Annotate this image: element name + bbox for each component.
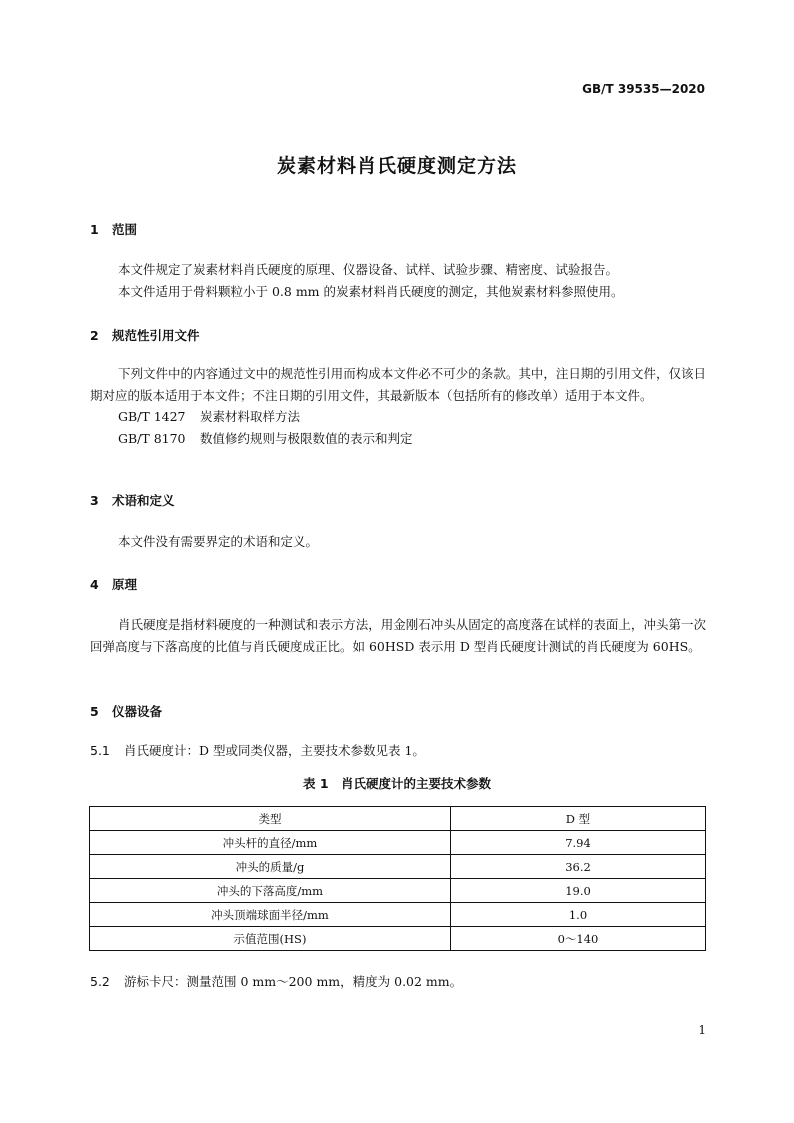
clause-number: 5.2 xyxy=(90,974,110,989)
section-5-heading xyxy=(90,702,162,720)
clause-5-2 xyxy=(90,971,706,993)
parameters-table xyxy=(89,806,706,951)
table-cell: 冲头杆的直径/mm xyxy=(90,831,451,855)
table-cell: 0～140 xyxy=(451,927,706,951)
clause-5-1 xyxy=(90,740,706,762)
table-cell: 36.2 xyxy=(451,855,706,879)
section-4-heading xyxy=(90,575,137,593)
clause-text: 肖氏硬度计：D 型或同类仪器，主要技术参数见表 1。 xyxy=(124,743,425,758)
reference-item xyxy=(90,406,706,428)
table-header-row xyxy=(90,807,706,831)
paragraph-text: 下列文件中的内容通过文中的规范性引用而构成本文件必不可少的条款。其中，注日期的引用文件，仅该日期对应的版本适用于本文件；不注日期的引用文件，其最新版本（包括所有的修改单）适用于本文件。 xyxy=(90,366,706,403)
section-title: 范围 xyxy=(112,222,138,237)
section-2-heading xyxy=(90,326,200,344)
reference-code: GB/T 1427 xyxy=(118,409,186,424)
paragraph-text: 本文件适用于骨料颗粒小于 0.8 mm 的炭素材料肖氏硬度的测定，其他炭素材料参照使用。 xyxy=(118,283,624,299)
table-row xyxy=(90,927,706,951)
table-cell: 19.0 xyxy=(451,879,706,903)
table-cell: 示值范围(HS) xyxy=(90,927,451,951)
reference-item xyxy=(90,428,706,450)
section-title: 仪器设备 xyxy=(112,704,163,719)
paragraph xyxy=(90,363,706,406)
paragraph xyxy=(90,259,706,281)
clause-number: 5.1 xyxy=(90,743,110,758)
table-header-cell: D 型 xyxy=(451,807,706,831)
document-title: 炭素材料肖氏硬度测定方法 xyxy=(276,155,517,177)
table-cell: 冲头顶端球面半径/mm xyxy=(90,903,451,927)
section-3-heading xyxy=(90,491,175,509)
paragraph-text: 肖氏硬度是指材料硬度的一种测试和表示方法，用金刚石冲头从固定的高度落在试样的表面上，冲头第一次回弹高度与下落高度的比值与肖氏硬度成正比。如 60HSD 表示用 D 型肖氏硬度计测试的肖氏硬度为 60HS。 xyxy=(90,617,706,654)
paragraph-text: 本文件没有需要界定的术语和定义。 xyxy=(118,534,319,549)
section-number: 2 xyxy=(90,328,99,343)
section-1-body xyxy=(90,259,706,302)
section-title: 规范性引用文件 xyxy=(112,328,200,343)
table-cell: 7.94 xyxy=(451,831,706,855)
table-row xyxy=(90,879,706,903)
table-header-cell: 类型 xyxy=(90,807,451,831)
section-1-heading xyxy=(90,220,137,238)
section-number: 4 xyxy=(90,577,99,592)
reference-code: GB/T 8170 xyxy=(118,430,186,446)
table-row xyxy=(90,831,706,855)
section-number: 3 xyxy=(90,493,99,508)
section-number: 1 xyxy=(90,222,99,237)
section-title: 术语和定义 xyxy=(112,493,175,508)
section-title: 原理 xyxy=(112,577,138,592)
paragraph xyxy=(90,281,706,303)
table-caption: 表 1 肖氏硬度计的主要技术参数 xyxy=(302,776,492,791)
standard-code: GB/T 39535—2020 xyxy=(582,82,705,96)
paragraph-text: 本文件规定了炭素材料肖氏硬度的原理、仪器设备、试样、试验步骤、精密度、试验报告。 xyxy=(118,262,619,277)
section-number: 5 xyxy=(90,704,99,719)
table-row xyxy=(90,903,706,927)
table-cell: 冲头的下落高度/mm xyxy=(90,879,451,903)
reference-title: 炭素材料取样方法 xyxy=(200,409,301,424)
page-number: 1 xyxy=(698,1023,706,1037)
section-4-body xyxy=(90,614,706,657)
section-2-body xyxy=(90,363,706,449)
reference-title: 数值修约规则与极限数值的表示和判定 xyxy=(200,430,413,446)
table-cell: 1.0 xyxy=(451,903,706,927)
table-row xyxy=(90,855,706,879)
table-cell: 冲头的质量/g xyxy=(90,855,451,879)
paragraph xyxy=(90,531,706,553)
paragraph xyxy=(90,614,706,657)
clause-text: 游标卡尺：测量范围 0 mm～200 mm，精度为 0.02 mm。 xyxy=(124,974,463,989)
section-3-body xyxy=(90,531,706,553)
